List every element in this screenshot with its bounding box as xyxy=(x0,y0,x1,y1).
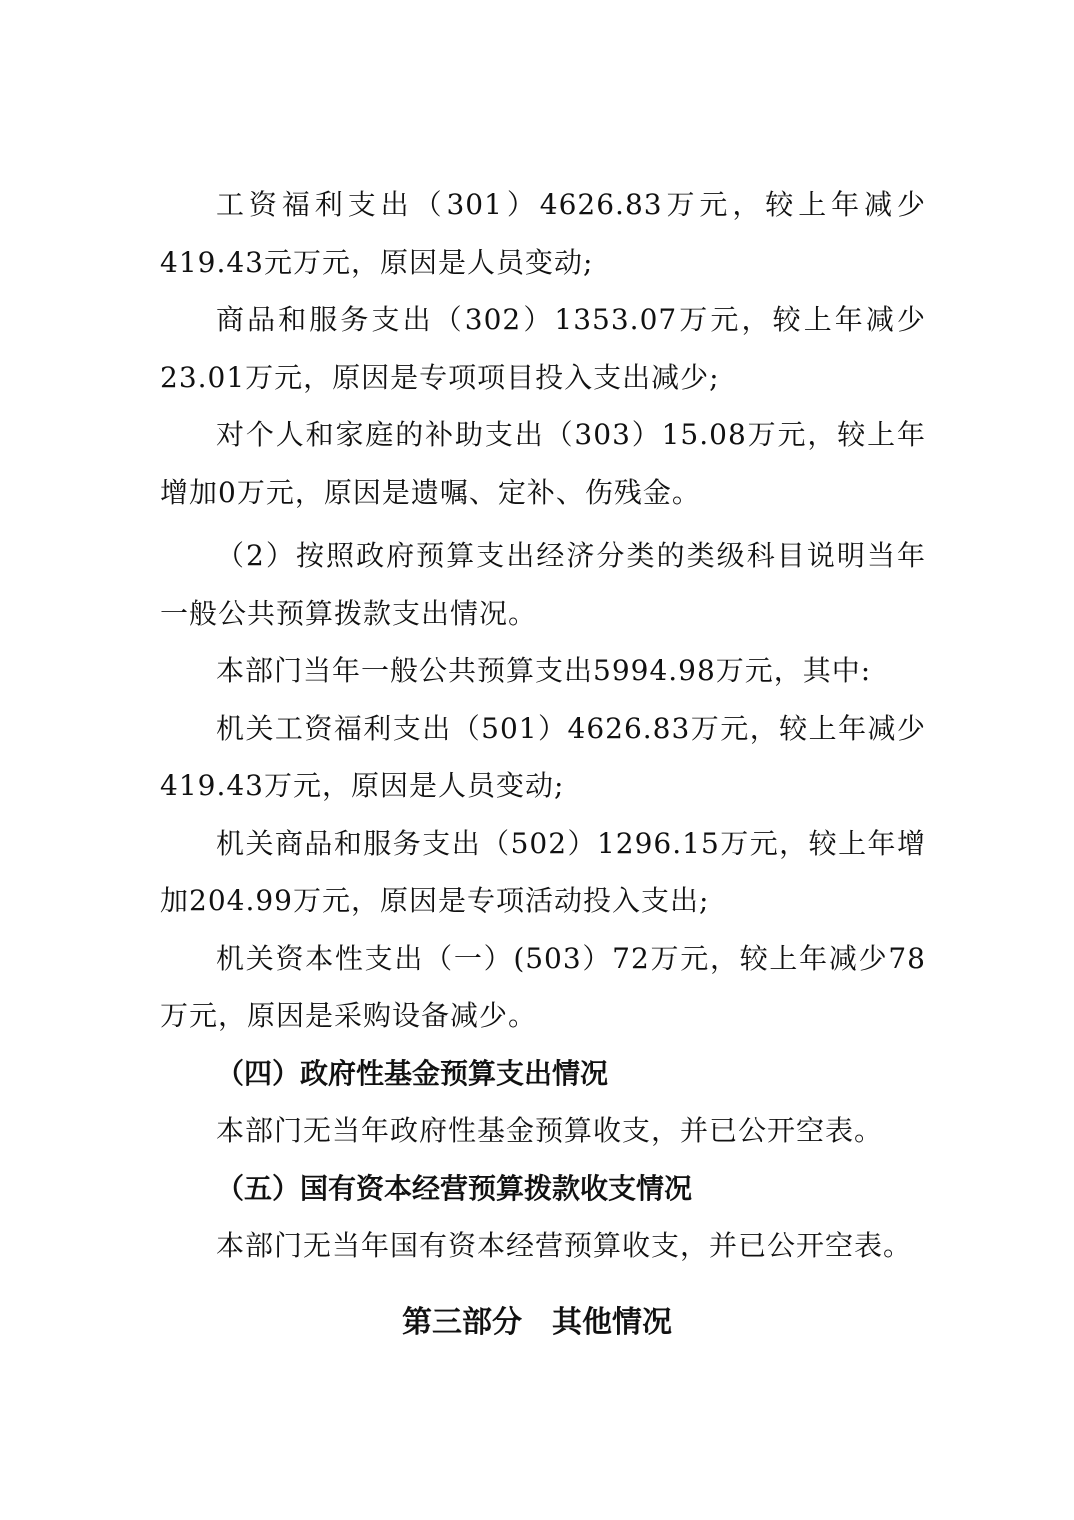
heading-government-fund-budget: （四）政府性基金预算支出情况 xyxy=(216,1056,609,1090)
paragraph-total-expenditure: 本部门当年一般公共预算支出5994.98万元，其中: xyxy=(216,654,872,687)
paragraph-household-subsidy-303: 对个人和家庭的补助支出（303）15.08万元，较上年增加0万元，原因是遗嘱、定补、伤残金。 xyxy=(160,418,926,509)
paragraph-state-capital-none: 本部门无当年国有资本经营预算收支，并已公开空表。 xyxy=(216,1229,913,1262)
paragraph-agency-goods-services-502: 机关商品和服务支出（502）1296.15万元，较上年增加204.99万元，原因是专项活动投入支出; xyxy=(160,826,926,917)
paragraph-agency-salary-501: 机关工资福利支出（501）4626.83万元，较上年减少419.43万元，原因是人员变动; xyxy=(160,711,926,802)
paragraph-agency-capital-503: 机关资本性支出（一）(503）72万元，较上年减少78万元，原因是采购设备减少。 xyxy=(160,941,926,1032)
document-body xyxy=(160,176,926,1275)
paragraph-economic-classification-intro: （2）按照政府预算支出经济分类的类级科目说明当年一般公共预算拨款支出情况。 xyxy=(160,539,926,630)
heading-state-capital-budget: （五）国有资本经营预算拨款收支情况 xyxy=(216,1171,693,1205)
paragraph-goods-services-302: 商品和服务支出（302）1353.07万元，较上年减少23.01万元，原因是专项项目投入支出减少; xyxy=(160,303,926,394)
section-title: 第三部分 其他情况 xyxy=(402,1305,672,1340)
paragraph-salary-welfare-301: 工资福利支出（301）4626.83万元，较上年减少419.43元万元，原因是人员变动; xyxy=(160,188,926,279)
paragraph-government-fund-none: 本部门无当年政府性基金预算收支，并已公开空表。 xyxy=(216,1114,884,1147)
